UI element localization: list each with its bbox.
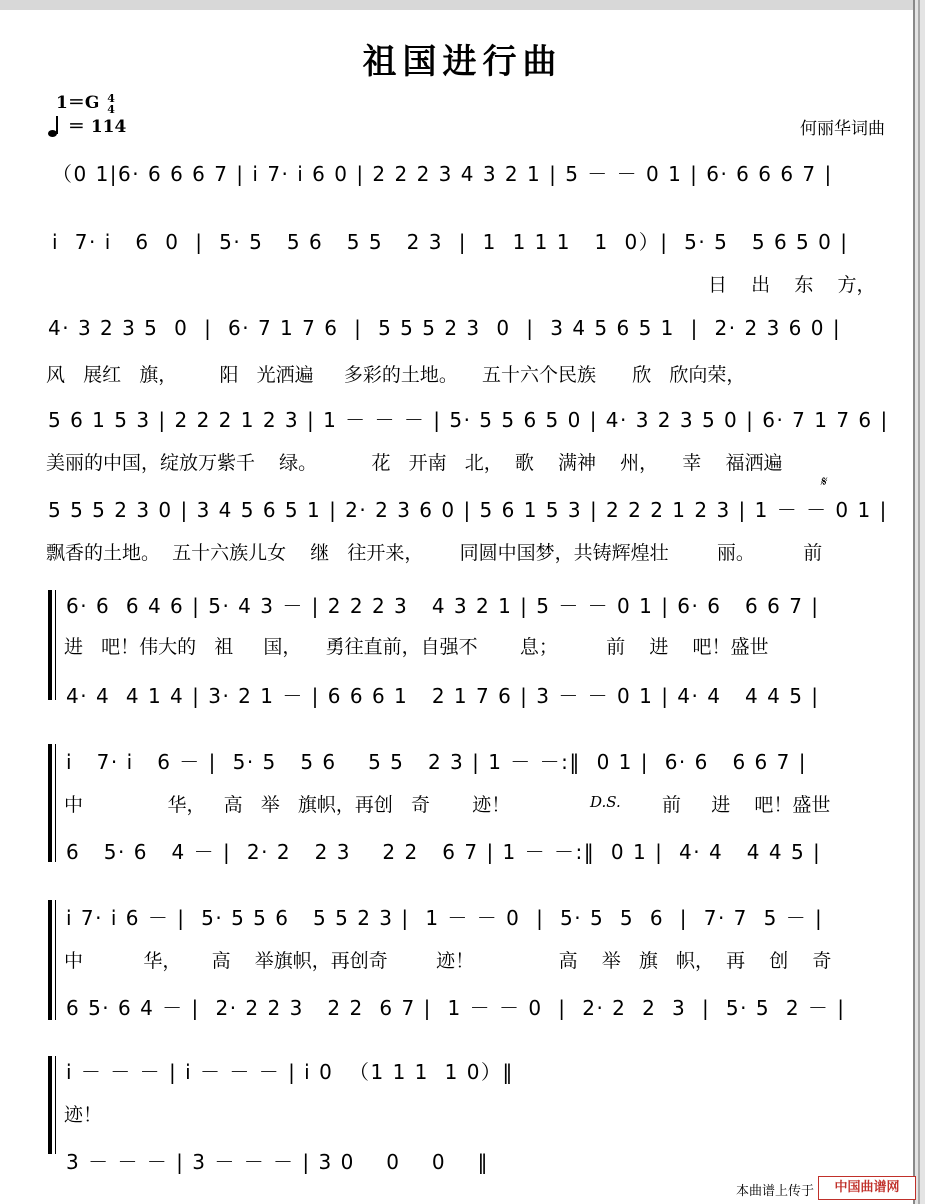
system-brace xyxy=(48,744,52,862)
top-border xyxy=(0,0,925,10)
system-brace xyxy=(48,590,52,700)
upload-credit: 本曲谱上传于 xyxy=(736,1184,815,1199)
notation-row: 6· 6 6 4 6 | 5· 4 3 － | 2 2 2 3 4 3 2 1 | 5 － － 0 1 | 6· 6 6 6 7 | xyxy=(66,594,820,618)
tempo-label: ＝ 114 xyxy=(67,117,127,137)
lyric-row: 美丽的中国，绽放万紫千 绿。 花 开南 北， 歌 满神 州， 幸 福洒遍 xyxy=(46,452,783,474)
ds-marking: D.S. xyxy=(590,793,621,811)
notation-row: 6 5· 6 4 － | 2· 2 2 3 2 2 6 7 | 1 － － 0 | 2· 2 2 3 | 5· 5 2 － | xyxy=(66,996,846,1020)
notation-row: 6 5· 6 4 － | 2· 2 2 3 2 2 6 7 | 1 － －:‖ 0 1 | 4· 4 4 4 5 | xyxy=(66,840,822,864)
lyric-row: 中 华， 高 举旗帜，再创奇 迹！ 高 举 旗 帜， 再 创 奇 xyxy=(64,950,832,972)
time-bottom: 4 xyxy=(107,102,115,116)
lyric-row: 中 华， 高 举 旗帜，再创 奇 迹！ xyxy=(64,794,511,816)
notation-row: 4· 3 2 3 5 0 | 6· 7 1 7 6 | 5 5 5 2 3 0 | 3 4 5 6 5 1 | 2· 2 3 6 0 | xyxy=(48,316,842,340)
notation-row: i － － － | i － － － | i 0 （1 1 1 1 0）‖ xyxy=(66,1060,514,1084)
notation-row: 4· 4 4 1 4 | 3· 2 1 － | 6 6 6 1 2 1 7 6 | 3 － － 0 1 | 4· 4 4 4 5 | xyxy=(66,684,820,708)
quarter-note-icon xyxy=(48,117,62,137)
lyric-row: 风 展红 旗， 阳 光洒遍 多彩的土地。 五十六个民族 欣 欣向荣， xyxy=(46,364,746,386)
composer-credit: 何丽华词曲 xyxy=(800,119,885,139)
segno-sign: 𝄋 xyxy=(820,474,827,490)
system-brace xyxy=(48,1056,52,1154)
right-border xyxy=(913,0,925,1204)
notation-row: 3 － － － | 3 － － － | 3 0 0 0 ‖ xyxy=(66,1150,490,1174)
lyric-row: 飘香的土地。 五十六族儿女 继 往开来， 同圆中国梦，共铸辉煌壮 丽。 前 xyxy=(46,542,823,564)
notation-row: 5 6 1 5 3 | 2 2 2 1 2 3 | 1 － － － | 5· 5 5 6 5 0 | 4· 3 2 3 5 0 | 6· 7 1 7 6 | xyxy=(48,408,889,432)
system-brace xyxy=(48,900,52,1020)
tempo-marking xyxy=(48,112,126,137)
lyric-row: 日 出 东 方， xyxy=(708,274,876,296)
time-top: 4 xyxy=(107,91,115,105)
score-title: 祖国进行曲 xyxy=(362,42,563,82)
notation-row: （0 1|6· 6 6 6 7 | i 7· i 6 0 | 2 2 2 3 4 3 2 1 | 5 － － 0 1 | 6· 6 6 6 7 | xyxy=(52,162,833,186)
lyric-row: 迹！ xyxy=(64,1104,103,1126)
lyric-row: 前 进 吧！盛世 xyxy=(662,794,831,816)
site-logo[interactable]: 中国曲谱网 xyxy=(818,1176,916,1200)
notation-row: i 7· i 6 0 | 5· 5 5 6 5 5 2 3 | 1 1 1 1 1 0）| 5· 5 5 6 5 0 | xyxy=(52,230,849,254)
lyric-row: 进 吧！伟大的 祖 国， 勇往直前，自强不 息； 前 进 吧！盛世 xyxy=(64,636,769,658)
notation-row: 5 5 5 2 3 0 | 3 4 5 6 5 1 | 2· 2 3 6 0 | 5 6 1 5 3 | 2 2 2 1 2 3 | 1 － － 0 1 | xyxy=(48,498,888,522)
notation-row: i 7· i 6 － | 5· 5 5 6 5 5 2 3 | 1 － － 0 | 5· 5 5 6 | 7· 7 5 － | xyxy=(66,906,824,930)
notation-row: i 7· i 6 － | 5· 5 5 6 5 5 2 3 | 1 － －:‖ 0 1 | 6· 6 6 6 7 | xyxy=(66,750,807,774)
key-signature xyxy=(56,88,115,115)
key-label: 1＝G xyxy=(56,93,100,113)
